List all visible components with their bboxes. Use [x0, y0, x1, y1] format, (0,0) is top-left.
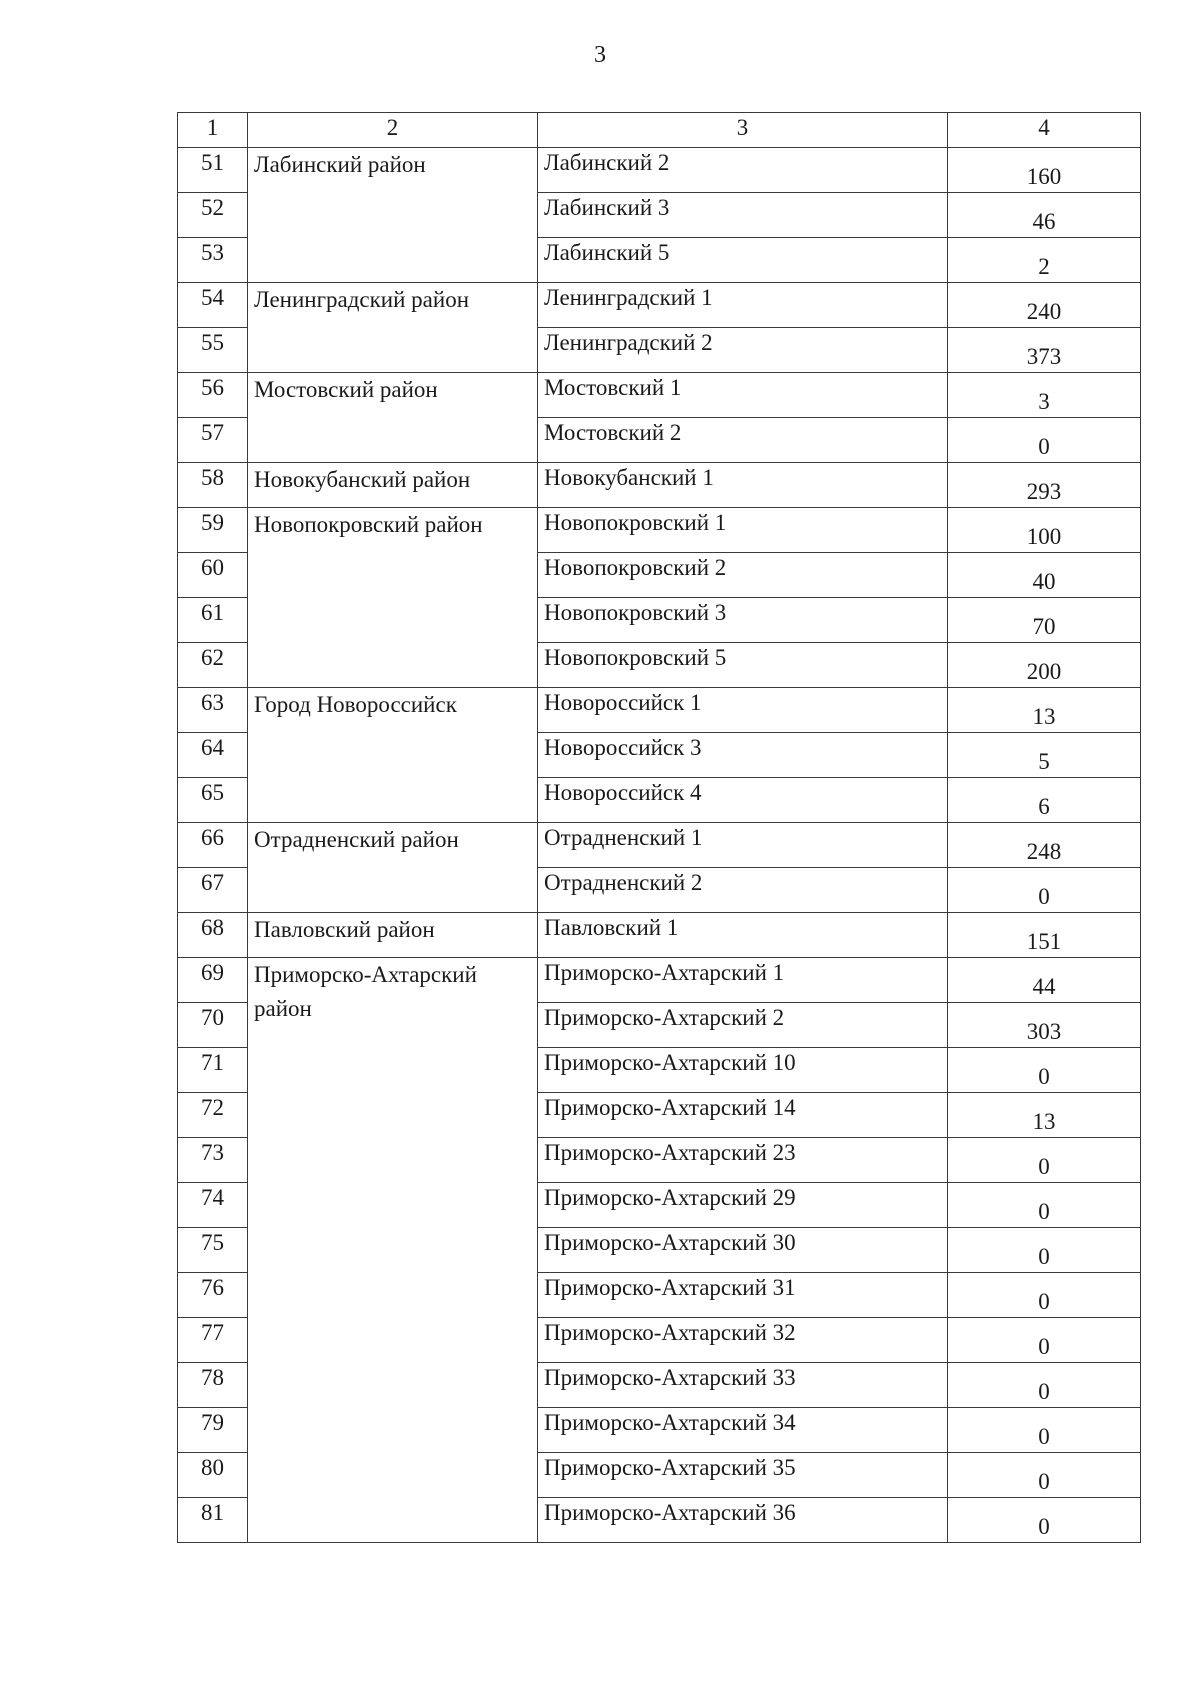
well-name: Приморско-Ахтарский 23 — [538, 1138, 948, 1183]
well-name: Мостовский 1 — [538, 373, 948, 418]
row-number: 61 — [178, 598, 248, 643]
row-number: 68 — [178, 913, 248, 958]
row-number: 74 — [178, 1183, 248, 1228]
page-number: 3 — [594, 42, 606, 68]
well-name: Приморско-Ахтарский 1 — [538, 958, 948, 1003]
row-number: 80 — [178, 1453, 248, 1498]
well-name: Новороссийск 1 — [538, 688, 948, 733]
well-name: Новопокровский 5 — [538, 643, 948, 688]
row-number: 62 — [178, 643, 248, 688]
row-number: 75 — [178, 1228, 248, 1273]
well-name: Приморско-Ахтарский 14 — [538, 1093, 948, 1138]
table-row — [178, 913, 1141, 958]
value-cell: 2 — [948, 238, 1141, 283]
header-cell-2: 2 — [248, 113, 538, 148]
value-cell: 151 — [948, 913, 1141, 958]
row-number: 76 — [178, 1273, 248, 1318]
value-cell: 303 — [948, 1003, 1141, 1048]
row-number: 52 — [178, 193, 248, 238]
row-number: 63 — [178, 688, 248, 733]
value-cell: 0 — [948, 418, 1141, 463]
well-name: Лабинский 3 — [538, 193, 948, 238]
well-name: Приморско-Ахтарский 33 — [538, 1363, 948, 1408]
well-name: Новокубанский 1 — [538, 463, 948, 508]
table-row — [178, 688, 1141, 733]
table-row — [178, 283, 1141, 328]
well-name: Приморско-Ахтарский 2 — [538, 1003, 948, 1048]
table-row — [178, 148, 1141, 193]
well-name: Приморско-Ахтарский 31 — [538, 1273, 948, 1318]
value-cell: 0 — [948, 1318, 1141, 1363]
district-name: Новопокровский район — [248, 508, 538, 688]
row-number: 64 — [178, 733, 248, 778]
well-name: Лабинский 5 — [538, 238, 948, 283]
value-cell: 0 — [948, 1453, 1141, 1498]
well-name: Новороссийск 3 — [538, 733, 948, 778]
row-number: 79 — [178, 1408, 248, 1453]
well-name: Приморско-Ахтарский 34 — [538, 1408, 948, 1453]
row-number: 77 — [178, 1318, 248, 1363]
row-number: 70 — [178, 1003, 248, 1048]
row-number: 55 — [178, 328, 248, 373]
value-cell: 0 — [948, 1138, 1141, 1183]
value-cell: 160 — [948, 148, 1141, 193]
well-name: Ленинградский 1 — [538, 283, 948, 328]
value-cell: 13 — [948, 688, 1141, 733]
district-name: Павловский район — [248, 913, 538, 958]
value-cell: 44 — [948, 958, 1141, 1003]
well-name: Новопокровский 3 — [538, 598, 948, 643]
well-table — [177, 112, 1141, 1543]
well-name: Ленинградский 2 — [538, 328, 948, 373]
value-cell: 0 — [948, 1498, 1141, 1543]
row-number: 72 — [178, 1093, 248, 1138]
row-number: 66 — [178, 823, 248, 868]
row-number: 67 — [178, 868, 248, 913]
value-cell: 373 — [948, 328, 1141, 373]
value-cell: 0 — [948, 868, 1141, 913]
value-cell: 293 — [948, 463, 1141, 508]
district-name: Мостовский район — [248, 373, 538, 463]
row-number: 54 — [178, 283, 248, 328]
well-name: Приморско-Ахтарский 35 — [538, 1453, 948, 1498]
well-name: Отрадненский 1 — [538, 823, 948, 868]
well-name: Павловский 1 — [538, 913, 948, 958]
row-number: 57 — [178, 418, 248, 463]
value-cell: 70 — [948, 598, 1141, 643]
district-name: Город Новороссийск — [248, 688, 538, 823]
value-cell: 5 — [948, 733, 1141, 778]
well-name: Отрадненский 2 — [538, 868, 948, 913]
value-cell: 46 — [948, 193, 1141, 238]
district-name: Приморско-Ахтарский район — [248, 958, 538, 1543]
value-cell: 13 — [948, 1093, 1141, 1138]
row-number: 78 — [178, 1363, 248, 1408]
value-cell: 0 — [948, 1228, 1141, 1273]
well-name: Лабинский 2 — [538, 148, 948, 193]
row-number: 71 — [178, 1048, 248, 1093]
table-row — [178, 508, 1141, 553]
well-name: Новороссийск 4 — [538, 778, 948, 823]
value-cell: 240 — [948, 283, 1141, 328]
district-name: Лабинский район — [248, 148, 538, 283]
value-cell: 40 — [948, 553, 1141, 598]
well-name: Приморско-Ахтарский 29 — [538, 1183, 948, 1228]
well-name: Мостовский 2 — [538, 418, 948, 463]
table-row — [178, 373, 1141, 418]
row-number: 59 — [178, 508, 248, 553]
row-number: 51 — [178, 148, 248, 193]
district-name: Отрадненский район — [248, 823, 538, 913]
value-cell: 248 — [948, 823, 1141, 868]
value-cell: 100 — [948, 508, 1141, 553]
value-cell: 3 — [948, 373, 1141, 418]
row-number: 53 — [178, 238, 248, 283]
well-name: Приморско-Ахтарский 32 — [538, 1318, 948, 1363]
well-name: Приморско-Ахтарский 10 — [538, 1048, 948, 1093]
row-number: 81 — [178, 1498, 248, 1543]
header-cell-1: 1 — [178, 113, 248, 148]
value-cell: 0 — [948, 1048, 1141, 1093]
table-header-row — [178, 113, 1141, 148]
value-cell: 200 — [948, 643, 1141, 688]
table-row — [178, 463, 1141, 508]
value-cell: 0 — [948, 1363, 1141, 1408]
row-number: 73 — [178, 1138, 248, 1183]
district-name: Новокубанский район — [248, 463, 538, 508]
table-row — [178, 823, 1141, 868]
table-row — [178, 958, 1141, 1003]
header-cell-4: 4 — [948, 113, 1141, 148]
row-number: 65 — [178, 778, 248, 823]
well-name: Приморско-Ахтарский 36 — [538, 1498, 948, 1543]
value-cell: 6 — [948, 778, 1141, 823]
row-number: 56 — [178, 373, 248, 418]
well-name: Новопокровский 1 — [538, 508, 948, 553]
row-number: 60 — [178, 553, 248, 598]
well-name: Новопокровский 2 — [538, 553, 948, 598]
row-number: 69 — [178, 958, 248, 1003]
value-cell: 0 — [948, 1408, 1141, 1453]
value-cell: 0 — [948, 1183, 1141, 1228]
row-number: 58 — [178, 463, 248, 508]
value-cell: 0 — [948, 1273, 1141, 1318]
table-body — [178, 113, 1141, 1543]
header-cell-3: 3 — [538, 113, 948, 148]
district-name: Ленинградский район — [248, 283, 538, 373]
well-name: Приморско-Ахтарский 30 — [538, 1228, 948, 1273]
